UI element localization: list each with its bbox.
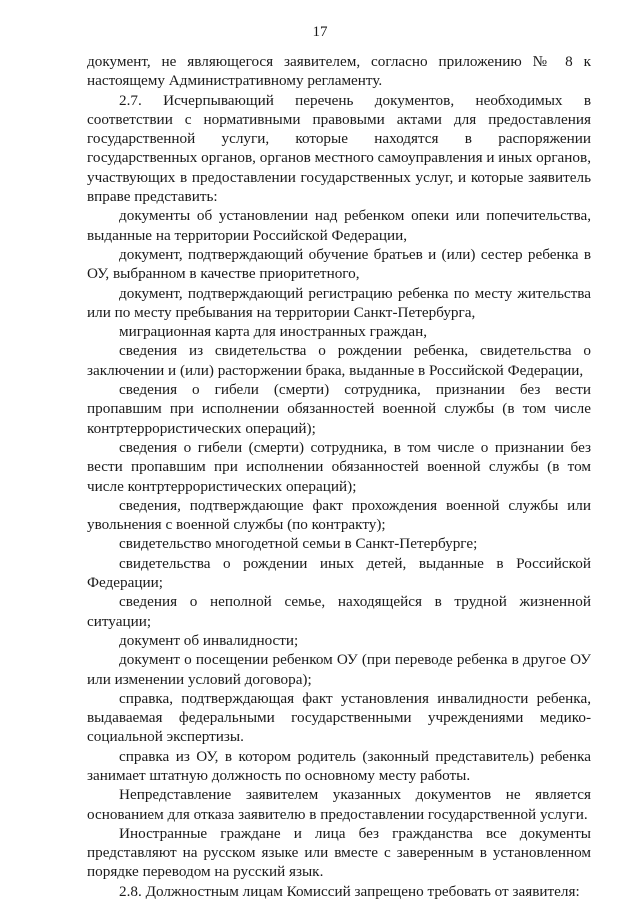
paragraph: документы об установлении над ребенком опеки или попечительства, выданные на территории Российской Федерации, [87, 207, 591, 244]
paragraph: Иностранные граждане и лица без гражданства все документы представляют на русском языке или вместе с заверенным в установленном порядке переводом на русский язык. [87, 824, 591, 881]
paragraph: сведения о гибели (смерти) сотрудника, в том числе о признании без вести пропавшим при исполнении обязанностей военной службы (в том числе контртеррористических операций); [87, 438, 591, 495]
paragraph: 2.8. Должностным лицам Комиссий запрещено требовать от заявителя: [119, 882, 580, 900]
paragraph: миграционная карта для иностранных граждан, [119, 323, 428, 341]
paragraph: документ о посещении ребенком ОУ (при переводе ребенка в другое ОУ или изменении условий договора); [87, 651, 591, 688]
paragraph: документ, подтверждающий обучение братьев и (или) сестер ребенка в ОУ, выбранном в качестве приоритетного, [87, 245, 591, 283]
paragraph: сведения о неполной семье, находящейся в трудной жизненной ситуации; [87, 593, 591, 630]
paragraph: справка из ОУ, в котором родитель (законный представитель) ребенка занимает штатную должность по основному месту работы. [87, 747, 591, 784]
paragraph: документ, не являющегося заявителем, согласно приложению № 8 к настоящему Административному регламенту. [87, 53, 591, 90]
paragraph: справка, подтверждающая факт установления инвалидности ребенка, выдаваемая федеральными государственными учреждениями медико-социальной экспертизы. [87, 689, 591, 746]
paragraph: сведения о гибели (смерти) сотрудника, признании без вести пропавшим при исполнении обязанностей военной службы (в том числе контртеррористических операций); [87, 381, 591, 437]
paragraph: сведения из свидетельства о рождении ребенка, свидетельства о заключении и (или) расторжении брака, выданные в Российской Федерации, [87, 342, 591, 379]
document-body [87, 52, 591, 901]
paragraph: сведения, подтверждающие факт прохождения военной службы или увольнения с военной службы (по контракту); [87, 496, 591, 534]
paragraph: документ об инвалидности; [119, 631, 299, 649]
paragraph: 2.7. Исчерпывающий перечень документов, необходимых в соответствии с нормативными правовыми актами для предоставления государственной услуги, которые находятся в распоряжении государственных органов, органов местного самоуправления и иных органов, участвующих в предоставлении государственных услуг, и которые заявитель вправе представить: [87, 91, 591, 206]
page-number: 17 [312, 24, 328, 40]
paragraph: документ, подтверждающий регистрацию ребенка по месту жительства или по месту пребывания на территории Санкт-Петербурга, [87, 284, 591, 321]
paragraph: свидетельства о рождении иных детей, выданные в Российской Федерации; [87, 554, 591, 592]
paragraph: свидетельство многодетной семьи в Санкт-Петербурге; [119, 535, 478, 553]
paragraph: Непредставление заявителем указанных документов не является основанием для отказа заявителю в предоставлении государственной услуги. [87, 786, 591, 823]
